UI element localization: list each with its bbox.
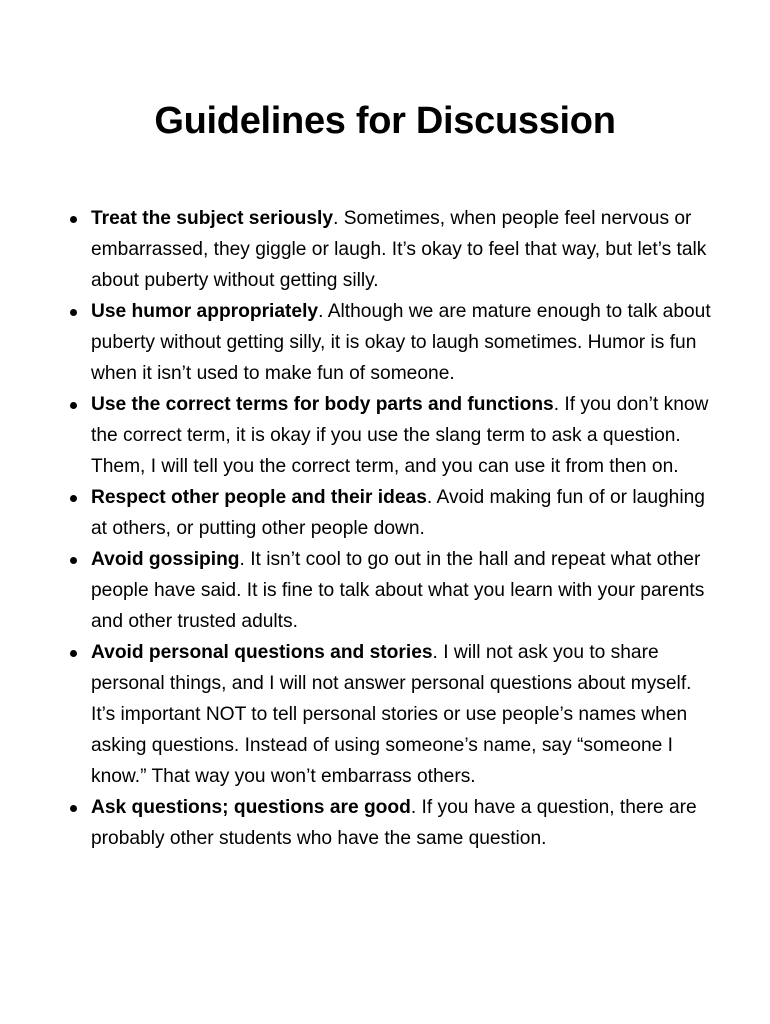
list-item — [91, 482, 711, 544]
bullet-icon — [70, 805, 77, 812]
guideline-heading: Treat the subject seriously — [91, 208, 334, 229]
guideline-heading-period: . — [410, 797, 417, 818]
guideline-heading: Use humor appropriately — [91, 301, 319, 322]
bullet-icon — [70, 557, 77, 564]
guideline-heading: Respect other people and their ideas — [91, 487, 427, 508]
list-item — [91, 544, 711, 637]
guideline-heading-period: . — [432, 642, 438, 663]
guideline-text: I will not ask you to share personal things, and I will not answer personal questions about myself. It’s important NOT to tell personal stories or use people’s names when asking questions. Instead of using someone’s name, say “someone I know.” That way you won’t embarrass others. — [91, 642, 692, 787]
list-item — [91, 203, 711, 296]
guidelines-list — [91, 203, 711, 854]
guideline-text: Avoid making fun of or laughing at others, or putting other people down. — [91, 487, 705, 539]
guideline-heading: Ask questions; questions are good — [91, 797, 411, 818]
guideline-heading: Use the correct terms for body parts and functions — [91, 394, 554, 415]
bullet-icon — [70, 495, 77, 502]
guideline-heading: Avoid personal questions and stories — [91, 642, 433, 663]
list-item — [91, 296, 711, 389]
bullet-icon — [70, 309, 77, 316]
guideline-text: If you have a question, there are probably other students who have the same question. — [91, 797, 697, 849]
guideline-heading-period: . — [553, 394, 560, 415]
bullet-icon — [70, 402, 77, 409]
guideline-text: Sometimes, when people feel nervous or embarrassed, they giggle or laugh. It’s okay to feel that way, but let’s talk about puberty without getting silly. — [91, 208, 707, 291]
guideline-heading: Avoid gossiping — [91, 549, 240, 570]
guideline-heading-period: . — [426, 487, 433, 508]
bullet-icon — [70, 216, 77, 223]
list-item — [91, 389, 711, 482]
list-item — [91, 792, 711, 854]
guideline-text: It isn’t cool to go out in the hall and repeat what other people have said. It is fine to talk about what you learn with your parents and other trusted adults. — [91, 549, 705, 632]
guideline-heading-period: . — [333, 208, 339, 229]
list-item — [91, 637, 711, 792]
page-title: Guidelines for Discussion — [154, 100, 616, 142]
guideline-text: Although we are mature enough to talk about puberty without getting silly, it is okay to laugh sometimes. Humor is fun when it isn’t used to make fun of someone. — [91, 301, 711, 384]
bullet-icon — [70, 650, 77, 657]
guideline-heading-period: . — [318, 301, 324, 322]
guideline-text: If you don’t know the correct term, it is okay if you use the slang term to ask a question. Them, I will tell you the correct term, and you can use it from then on. — [91, 394, 709, 477]
guideline-heading-period: . — [239, 549, 245, 570]
